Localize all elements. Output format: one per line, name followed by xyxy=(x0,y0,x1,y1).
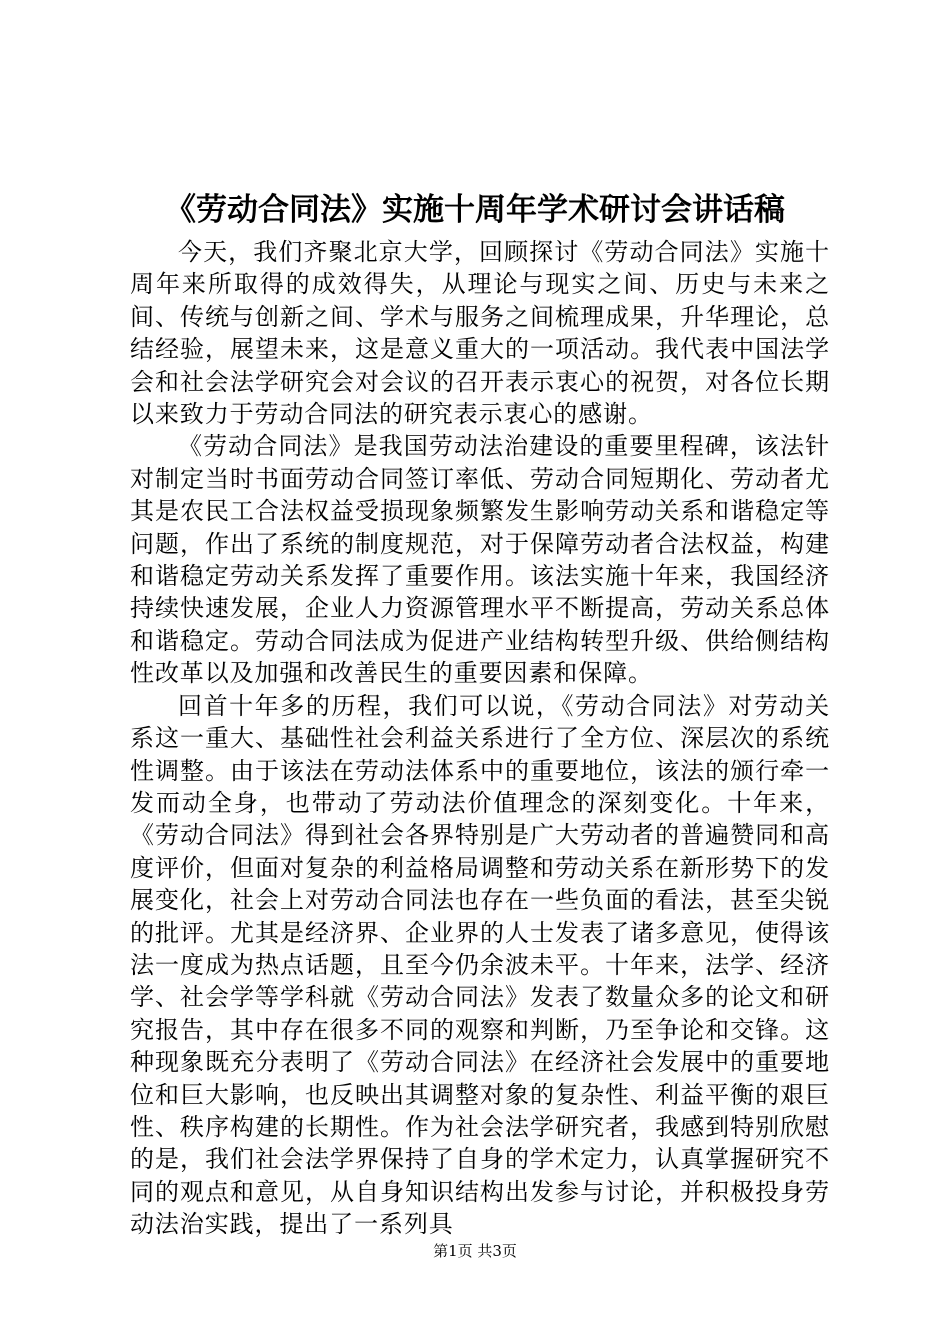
paragraph-1: 今天，我们齐聚北京大学，回顾探讨《劳动合同法》实施十周年来所取得的成效得失，从理论与现实之间、历史与未来之间、传统与创新之间、学术与服务之间梳理成果，升华理论，总结经验，展望未来，这是意义重大的一项活动。我代表中国法学会和社会法学研究会对会议的召开表示衷心的祝贺，对各位长期以来致力于劳动合同法的研究表示衷心的感谢。 xyxy=(130,238,830,429)
document-body xyxy=(130,236,830,1241)
page-footer: 第1页 共3页 xyxy=(433,1242,517,1260)
paragraph-3: 回首十年多的历程，我们可以说，《劳动合同法》对劳动关系这一重大、基础性社会利益关系进行了全方位、深层次的系统性调整。由于该法在劳动法体系中的重要地位，该法的颁行牵一发而动全身，也带动了劳动法价值理念的深刻变化。十年来，《劳动合同法》得到社会各界特别是广大劳动者的普遍赞同和高度评价，但面对复杂的利益格局调整和劳动关系在新形势下的发展变化，社会上对劳动合同法也存在一些负面的看法，甚至尖锐的批评。尤其是经济界、企业界的人士发表了诸多意见，使得该法一度成为热点话题，且至今仍余波未平。十年来，法学、经济学、社会学等学科就《劳动合同法》发表了数量众多的论文和研究报告，其中存在很多不同的观察和判断，乃至争论和交锋。这种现象既充分表明了《劳动合同法》在经济社会发展中的重要地位和巨大影响，也反映出其调整对象的复杂性、利益平衡的艰巨性、秩序构建的长期性。作为社会法学研究者，我感到特别欣慰的是，我们社会法学界保持了自身的学术定力，认真掌握研究不同的观点和意见，从自身知识结构出发参与讨论，并积极投身劳动法治实践，提出了一系列具 xyxy=(130,691,830,1239)
document-title: 《劳动合同法》实施十周年学术研讨会讲话稿 xyxy=(165,192,785,228)
paragraph-2: 《劳动合同法》是我国劳动法治建设的重要里程碑，该法针对制定当时书面劳动合同签订率低、劳动合同短期化、劳动者尤其是农民工合法权益受损现象频繁发生影响劳动关系和谐稳定等问题，作出了系统的制度规范，对于保障劳动者合法权益，构建和谐稳定劳动关系发挥了重要作用。该法实施十年来，我国经济持续快速发展，企业人力资源管理水平不断提高，劳动关系总体和谐稳定。劳动合同法成为促进产业结构转型升级、供给侧结构性改革以及加强和改善民生的重要因素和保障。 xyxy=(130,432,830,688)
